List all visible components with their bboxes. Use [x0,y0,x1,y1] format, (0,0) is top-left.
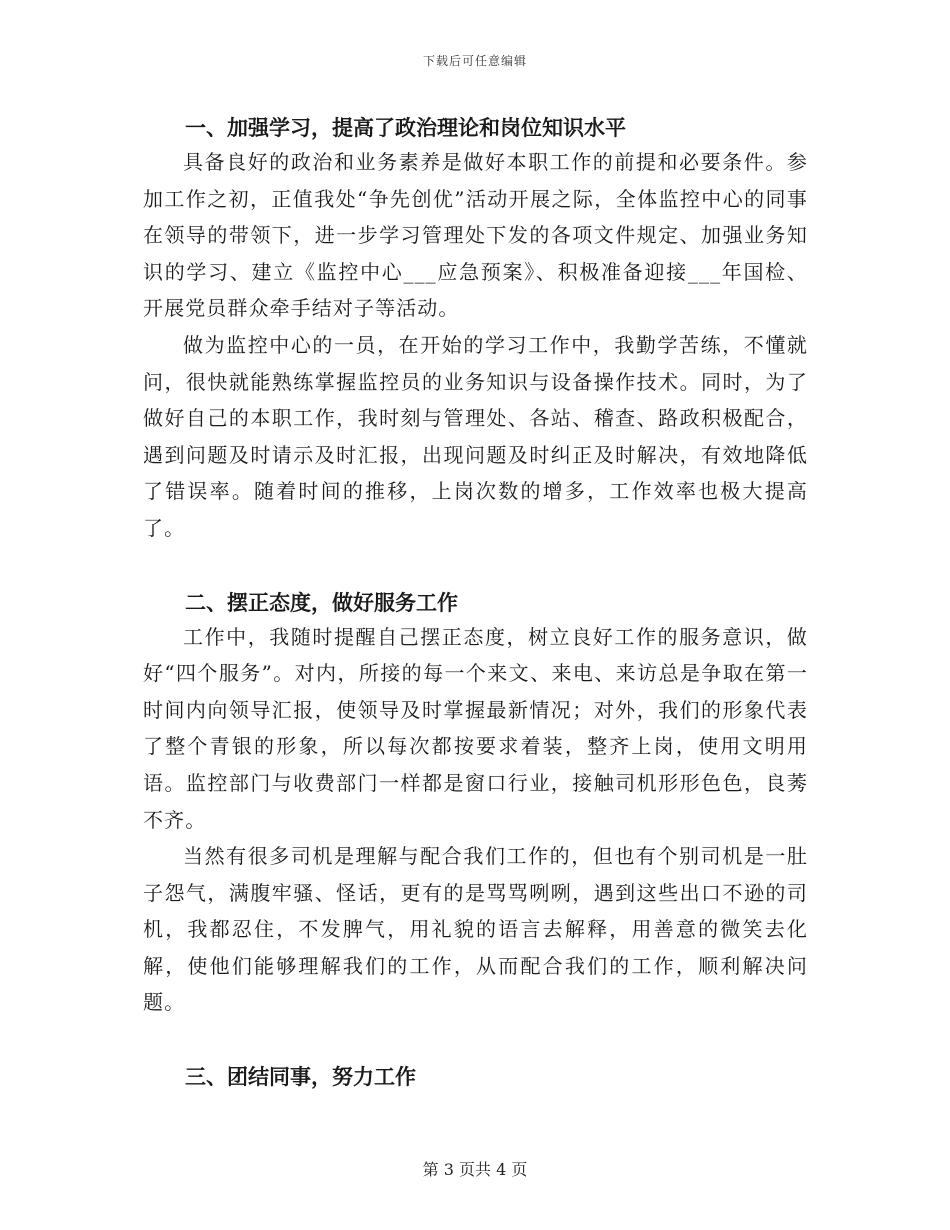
section-spacer [143,547,808,587]
page-number: 第 3 页共 4 页 [422,1160,528,1179]
section-heading: 三、团结同事，努力工作 [185,1064,416,1090]
page-header-note: 下载后可任意编辑 [422,54,527,68]
section-heading: 二、摆正态度，做好服务工作 [185,589,458,615]
section-spacer [143,1021,808,1061]
paragraph: 具备良好的政治和业务素养是做好本职工作的前提和必要条件。参加工作之初，正值我处“争先创优”活动开展之际，全体监控中心的同事在领导的带领下，进一步学习管理处下发的各项文件规定、加强业务知识的学习、建立《监控中心___应急预案》、积极准备迎接___年国检、开展党员群众牵手结对子等活动。 [143,150,808,321]
document-body [143,112,808,1093]
paragraph: 做为监控中心的一员，在开始的学习工作中，我勤学苦练，不懂就问，很快就能熟练掌握监控员的业务知识与设备操作技术。同时，为了做好自己的本职工作，我时刻与管理处、各站、稽查、路政积极配合，遇到问题及时请示及时汇报，出现问题及时纠正及时解决，有效地降低了错误率。随着时间的推移，上岗次数的增多，工作效率也极大提高了。 [143,332,808,540]
section-heading: 一、加强学习，提高了政治理论和岗位知识水平 [185,115,626,140]
paragraph: 工作中，我随时提醒自己摆正态度，树立良好工作的服务意识，做好“四个服务”。对内，所接的每一个来文、来电、来访总是争取在第一时间内向领导汇报，使领导及时掌握最新情况；对外，我们的形象代表了整个青银的形象，所以每次都按要求着装，整齐上岗，使用文明用语。监控部门与收费部门一样都是窗口行业，接触司机形形色色，良莠不齐。 [143,624,808,832]
paragraph: 当然有很多司机是理解与配合我们工作的，但也有个别司机是一肚子怨气，满腹牢骚、怪话，更有的是骂骂咧咧，遇到这些出口不逊的司机，我都忍住，不发脾气，用礼貌的语言去解释，用善意的微笑去化解，使他们能够理解我们的工作，从而配合我们的工作，顺利解决问题。 [143,844,808,1015]
